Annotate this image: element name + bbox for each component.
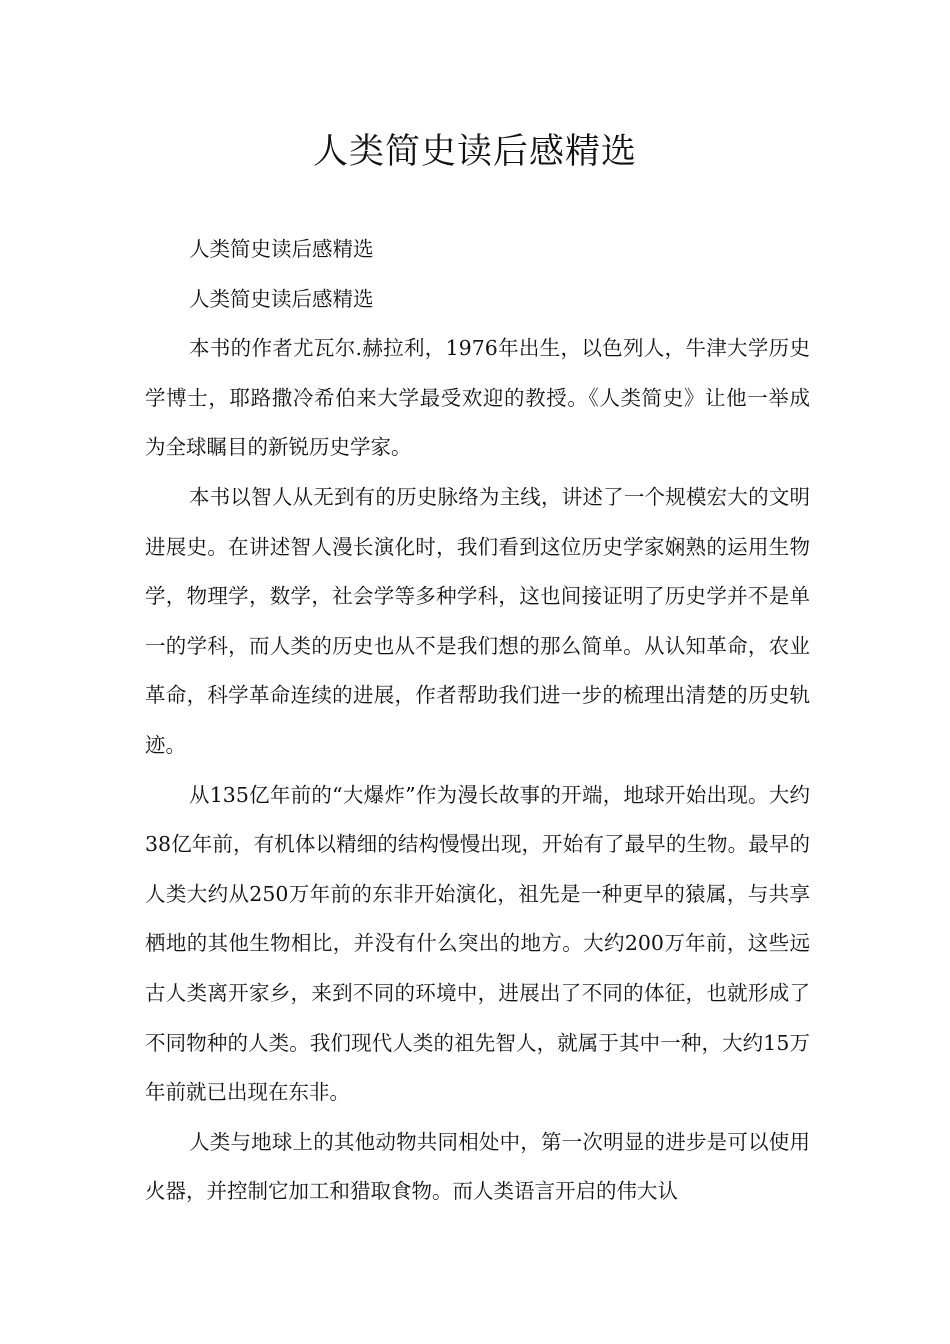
paragraph-3: 本书的作者尤瓦尔.赫拉利，1976年出生，以色列人，牛津大学历史学博士，耶路撒冷希伯来大学最受欢迎的教授。《人类简史》让他一举成为全球瞩目的新锐历史学家。: [145, 336, 810, 460]
document-title: 人类简史读后感精选: [312, 132, 637, 172]
paragraph-4: 本书以智人从无到有的历史脉络为主线，讲述了一个规模宏大的文明进展史。在讲述智人漫长演化时，我们看到这位历史学家娴熟的运用生物学，物理学，数学，社会学等多种学科，这也间接证明了历史学并不是单一的学科，而人类的历史也从不是我们想的那么简单。从认知革命，农业革命，科学革命连续的进展，作者帮助我们进一步的梳理出清楚的历史轨迹。: [145, 484, 810, 757]
paragraph-5: 从135亿年前的“大爆炸”作为漫长故事的开端，地球开始出现。大约38亿年前，有机体以精细的结构慢慢出现，开始有了最早的生物。最早的人类大约从250万年前的东非开始演化，祖先是一种更早的猿属，与共享栖地的其他生物相比，并没有什么突出的地方。大约200万年前，这些远古人类离开家乡，来到不同的环境中，进展出了不同的体征，也就形成了不同物种的人类。我们现代人类的祖先智人，就属于其中一种，大约15万年前就已出现在东非。: [145, 782, 810, 1105]
paragraph-1: 人类简史读后感精选: [189, 237, 374, 261]
paragraph-6: 人类与地球上的其他动物共同相处中，第一次明显的进步是可以使用火器，并控制它加工和猎取食物。而人类语言开启的伟大认: [145, 1129, 810, 1204]
document-body: [145, 225, 810, 1217]
paragraph-2: 人类简史读后感精选: [189, 286, 374, 311]
